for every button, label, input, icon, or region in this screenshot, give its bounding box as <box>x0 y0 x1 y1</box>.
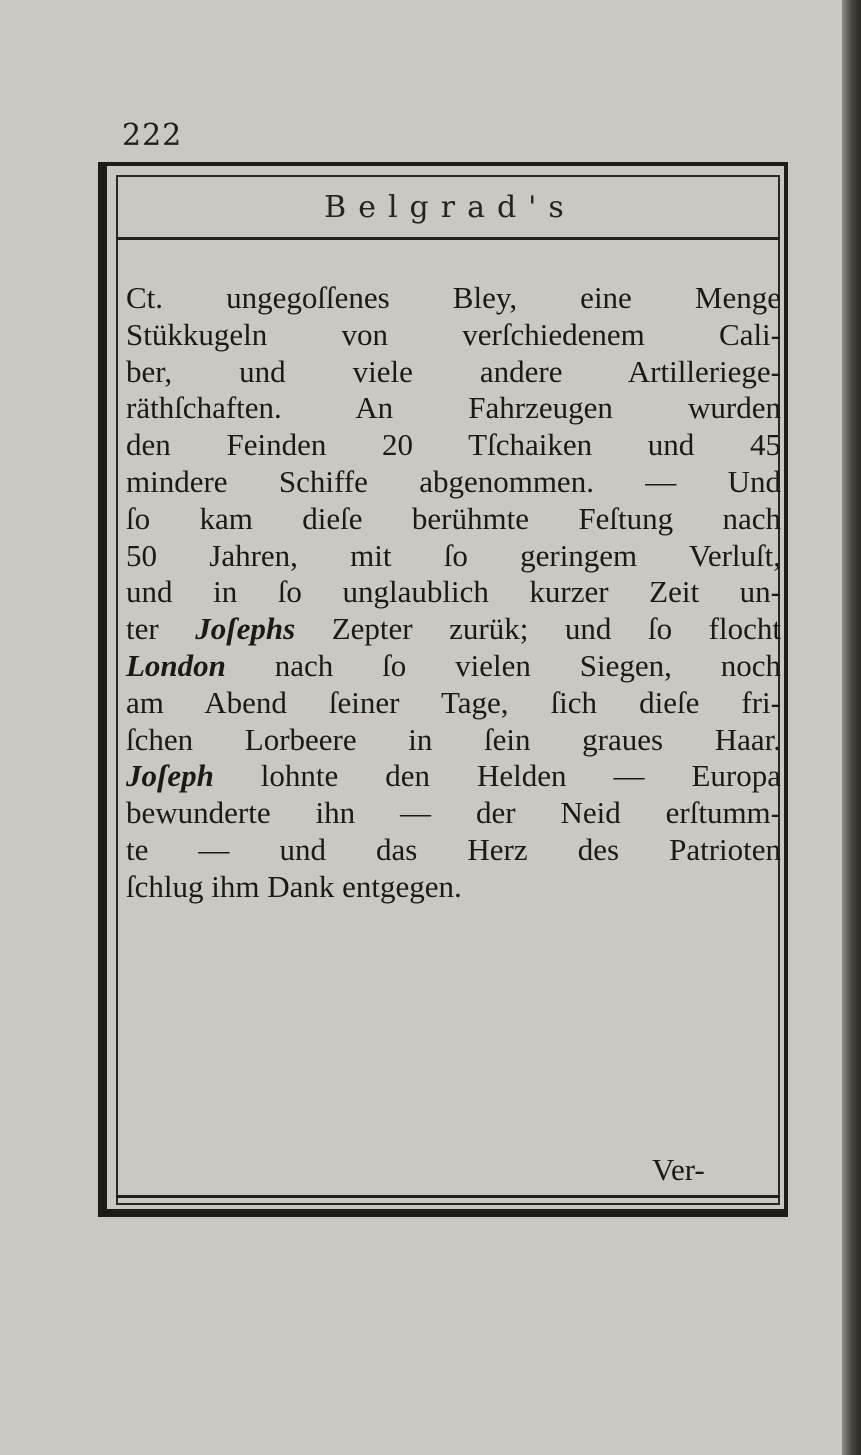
italic-name-joseph: Joſeph <box>126 758 214 794</box>
text-line: ter Joſephs Zepter zurük; und ſo flocht <box>126 611 781 647</box>
body-text <box>126 280 781 906</box>
text-line: am Abend ſeiner Tage, ſich dieſe fri- <box>126 684 781 720</box>
text-line: Joſeph lohnte den Helden — Europa <box>126 758 781 794</box>
text-line: ſo kam dieſe berühmte Feſtung nach <box>126 500 781 536</box>
text-line: räthſchaften. An Fahrzeugen wurden <box>126 390 781 426</box>
italic-name-london: London <box>126 647 226 683</box>
text-line: und in ſo unglaublich kurzer Zeit un- <box>126 574 781 610</box>
text-line: den Feinden 20 Tſchaiken und 45 <box>126 427 781 463</box>
italic-name-josephs: Joſephs <box>195 611 296 647</box>
running-head: Belgrad's <box>324 190 576 225</box>
text-line: ber, und viele andere Artilleriege- <box>126 353 781 389</box>
text-line: ſchen Lorbeere in ſein graues Haar. <box>126 721 781 757</box>
bottom-rule <box>116 1195 780 1198</box>
text-line: mindere Schiffe abgenommen. — Und <box>126 463 781 499</box>
text-line: Ct. ungegoſſenes Bley, eine Menge <box>126 280 781 315</box>
text-line: te — und das Herz des Patrioten <box>126 831 781 867</box>
text-line: ſchlug ihm Dank entgegen. <box>126 868 462 904</box>
head-rule <box>116 237 780 240</box>
book-spine-edge <box>842 0 861 1455</box>
page-number: 222 <box>122 118 183 153</box>
text-line: Stükkugeln von verſchiedenem Cali- <box>126 316 781 352</box>
text-line: 50 Jahren, mit ſo geringem Verluſt, <box>126 537 781 573</box>
text-line: bewunderte ihn — der Neid erſtumm- <box>126 795 781 831</box>
text-line: London nach ſo vielen Siegen, noch <box>126 647 781 683</box>
catchword: Ver- <box>652 1152 705 1187</box>
